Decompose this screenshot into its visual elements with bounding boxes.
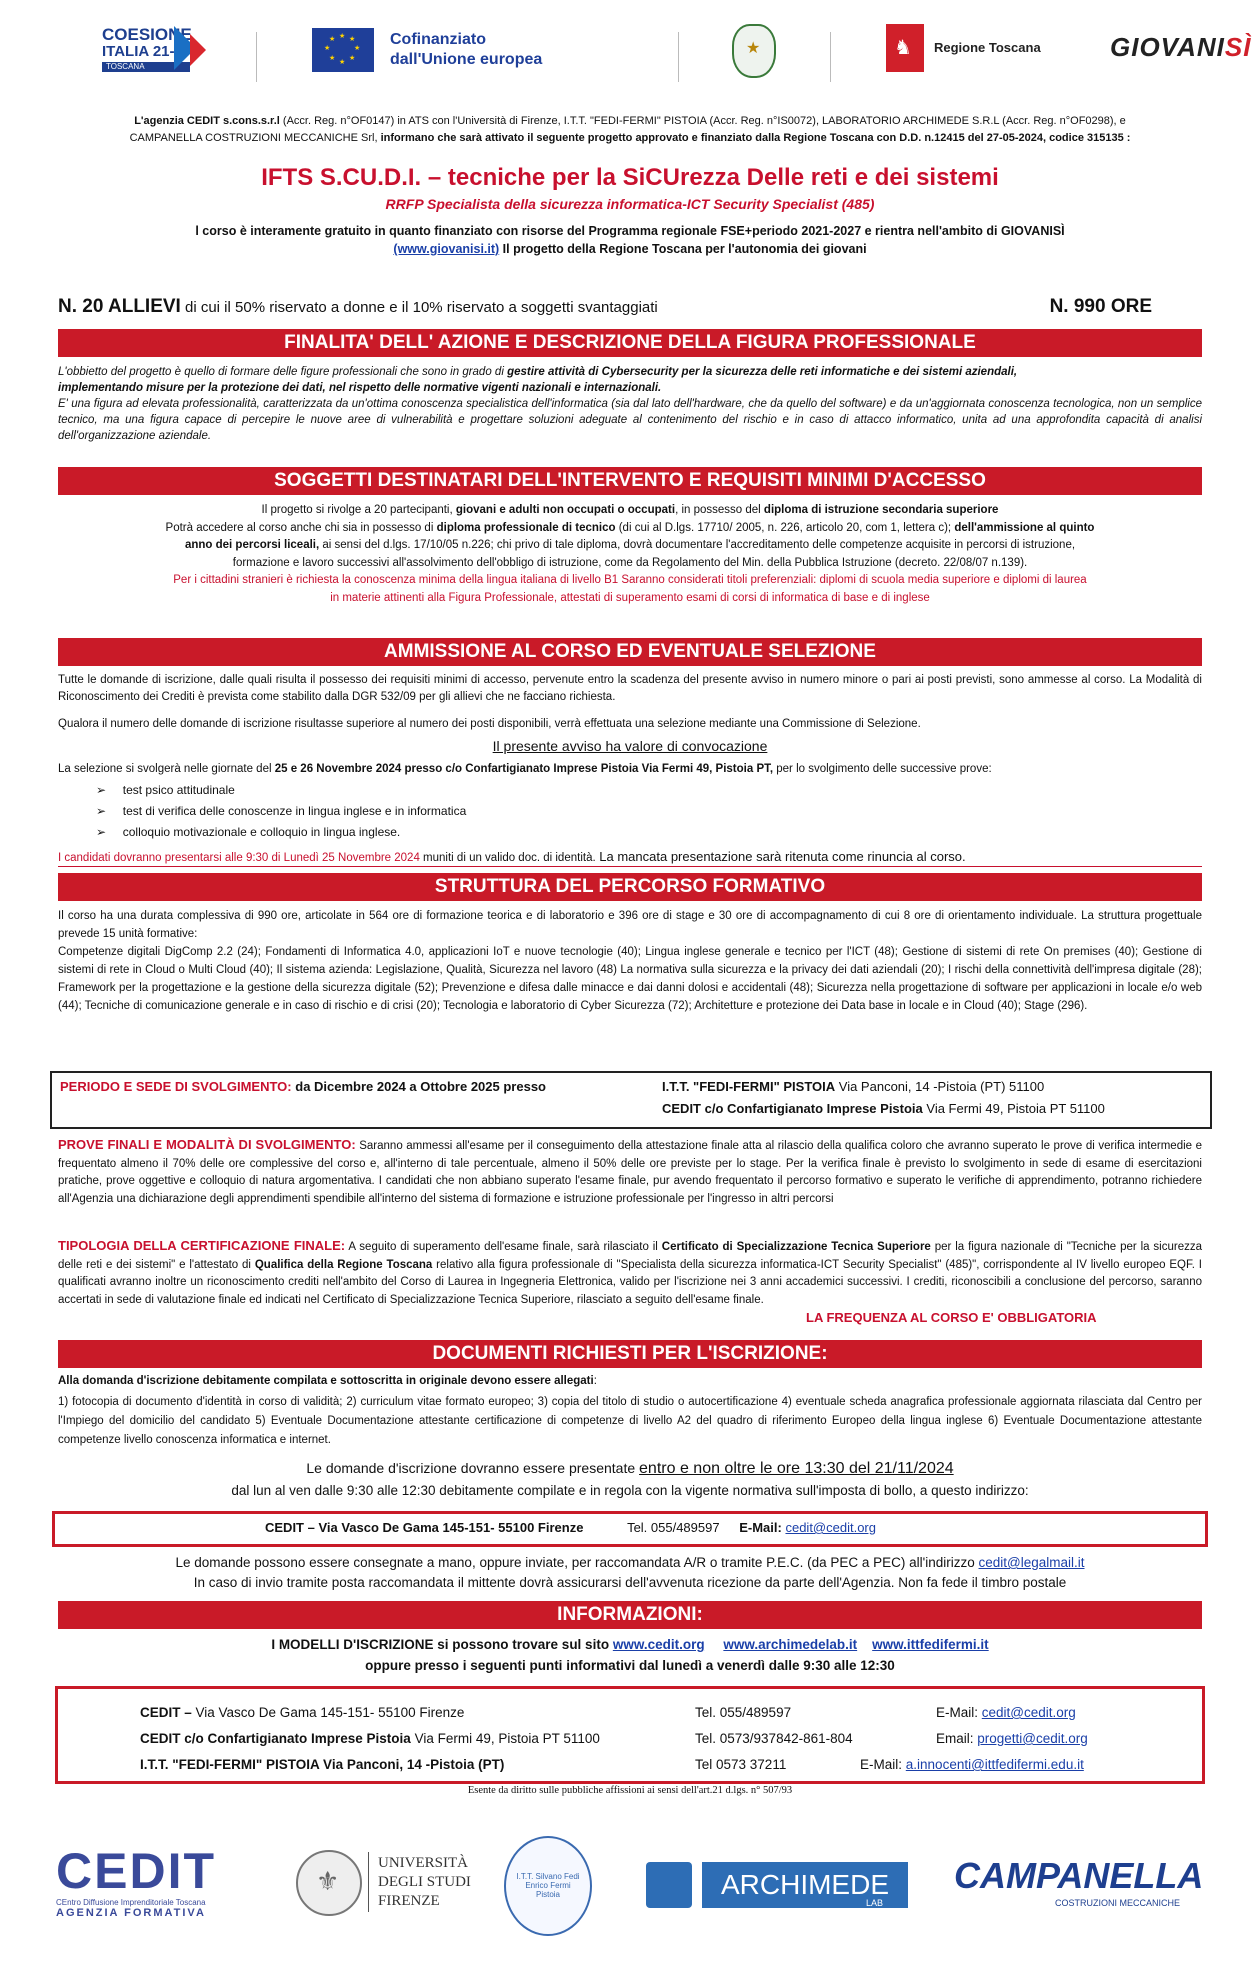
allievi-text: di cui il 50% riservato a donne e il 10% riservato a soggetti svantaggiati xyxy=(180,299,658,316)
giovanisi-link[interactable]: (www.giovanisi.it) xyxy=(393,242,500,256)
section-documenti-heading: DOCUMENTI RICHIESTI PER L'ISCRIZIONE: xyxy=(58,1340,1202,1368)
soggetti-l1c: , in possesso del xyxy=(675,504,764,516)
cand-red: I candidati dovranno presentarsi alle 9:30 di Lunedì 25 Novembre 2024 xyxy=(58,852,420,864)
archimede-lab: LAB xyxy=(866,1898,884,1908)
finalita-p1a: L'obbietto del progetto è quello di formare delle figure professionali che sono in grado di xyxy=(58,366,508,378)
campanella-sub: COSTRUZIONI MECCANICHE xyxy=(1054,1898,1180,1908)
contatto-row xyxy=(140,1700,1190,1726)
giovani-text: GIOVANI xyxy=(1110,32,1225,62)
coesione-sub: ITALIA 21-27 xyxy=(102,43,192,60)
arrow-bullet-icon: ➢ xyxy=(96,783,107,797)
prova-item xyxy=(96,804,466,818)
course-free-note xyxy=(58,222,1202,258)
cert-t1b: Certificato di Specializzazione Tecnica Superiore xyxy=(661,1241,931,1253)
prove-finali-label: PROVE FINALI E MODALITÀ DI SVOLGIMENTO: xyxy=(58,1137,356,1152)
italian-republic-emblem-icon: ★ xyxy=(732,24,776,78)
ammissione-p1: Tutte le domande di iscrizione, dalle quali risulta il possesso dei requisiti minimi di accesso, pervenute entro la scadenza del presente avviso in numero minore o pari ai posti previsti, sono ammesse al corso. La Modalità di Riconoscimento dei Crediti è prevista come stabilito dalla DGR 532/09 per gli allievi che ne facciano richiesta. xyxy=(58,674,1202,703)
soggetti-l1a: Il progetto si rivolge a 20 partecipanti, xyxy=(261,504,456,516)
free-line1: l corso è interamente gratuito in quanto finanziato con risorse del Programma regionale FSE+periodo 2021-2027 e rientra nell'ambito di GIOVANISÌ xyxy=(195,224,1065,238)
agenzia-text: (Accr. Reg. n°OF0147) in ATS con l'Università di Firenze, I.T.T. "FEDI-FERMI" PISTOIA (Accr. Reg. n°IS0072), LABORATORIO ARCHIMEDE S.R.L (Accr. Reg. n°OF0298), e xyxy=(279,115,1126,127)
free-line2: Il progetto della Regione Toscana per l'autonomia dei giovani xyxy=(499,242,867,256)
link-archimedelab[interactable]: www.archimedelab.it xyxy=(723,1637,858,1652)
finalita-text xyxy=(58,364,1202,444)
section-struttura-heading: STRUTTURA DEL PERCORSO FORMATIVO xyxy=(58,873,1202,901)
email-cedit-link[interactable]: cedit@cedit.org xyxy=(785,1520,876,1535)
coesione-title: COESIONE xyxy=(102,25,192,44)
sede1-name: I.T.T. "FEDI-FERMI" PISTOIA xyxy=(662,1079,836,1094)
link-ittfedifermi[interactable]: www.ittfedifermi.it xyxy=(872,1637,989,1652)
cert-t3: relativo alla figura professionale di "Specialista della sicurezza informatica-ICT Security Specialist" (485)", corrispondente al IV livello europeo EQF. I qualificati avranno inoltre un riconoscimento crediti nell'ambito del Corso di Laurea in Ingegneria Elettronica, valido per l'iscrizione nei 3 anni accademici successivi. I crediti, riconoscibili a conclusione del percorso, saranno accertati in sede di valutazione finale ed indicati nel Certificato di Specializzazione Tecnica Superiore, rilasciato a seguito dell'esame finale. xyxy=(58,1258,1202,1306)
finalita-p1c: implementando misure per la protezione dei dati, nel rispetto delle normative vigenti nazionali e internazionali. xyxy=(58,382,662,394)
soggetti-red1: Per i cittadini stranieri è richiesta la conoscenza minima della lingua italiana di livello B1 Saranno considerati titoli preferenziali: diplomi di scuola media superiore e diplomi di laurea xyxy=(173,574,1087,586)
campanella-logo xyxy=(954,1854,1210,1908)
dom1a: Le domande d'iscrizione dovranno essere presentate xyxy=(306,1460,640,1476)
regione-toscana-logo-icon: ♞ xyxy=(886,24,924,72)
contatto-email-label: Email: xyxy=(936,1731,974,1746)
unifi-line2: DEGLI STUDI xyxy=(378,1874,471,1890)
documenti-intro-text: Alla domanda d'iscrizione debitamente compilata e sottoscritta in originale devono essere allegati xyxy=(58,1375,594,1387)
prove-finali-text xyxy=(58,1136,1202,1208)
email-label: E-Mail: xyxy=(739,1520,782,1535)
allievi-num: N. 20 ALLIEVI xyxy=(58,296,181,317)
contatto-addr: Via Vasco De Gama 145-151- 55100 Firenze xyxy=(191,1705,465,1720)
itt-fedi-fermi-logo xyxy=(504,1836,592,1936)
campanella-name: CAMPANELLA xyxy=(954,1855,1204,1896)
esente-note: Esente da diritto sulle pubbliche affissioni ai sensi dell'art.21 d.lgs. n° 507/93 xyxy=(467,1785,793,1796)
agenzia-name: L'agenzia CEDIT s.cons.s.r.l xyxy=(134,115,280,127)
cedit-logo xyxy=(56,1844,286,1924)
cert-t1: A seguito di superamento dell'esame finale, sarà rilasciato il xyxy=(345,1241,662,1253)
selezione-line xyxy=(58,761,1202,777)
periodo-label: PERIODO E SEDE DI SVOLGIMENTO: xyxy=(60,1079,292,1094)
section-finalita-heading: FINALITA' DELL' AZIONE E DESCRIZIONE DELLA FIGURA PROFESSIONALE xyxy=(58,329,1202,357)
cedit-logo-sub1: CEntro Diffusione Imprenditoriale Toscana xyxy=(56,1898,206,1907)
domande-line1 xyxy=(58,1460,1202,1478)
cedit-logo-name: CEDIT xyxy=(56,1843,216,1899)
cons1: Le domande possono essere consegnate a mano, oppure inviate, per raccomandata A/R o tramite P.E.C. (da PEC a PEC) all'indirizzo xyxy=(175,1555,979,1570)
contatto-row xyxy=(140,1726,1190,1752)
itt-label: I.T.T. Silvano Fedi Enrico Fermi Pistoia xyxy=(516,1872,580,1899)
sede2-addr: Via Fermi 49, Pistoia PT 51100 xyxy=(922,1101,1105,1116)
soggetti-text xyxy=(58,502,1202,607)
unifi-line3: FIRENZE xyxy=(378,1893,440,1909)
header-logos xyxy=(50,18,1252,98)
prova-label: test di verifica delle conoscenze in lingua inglese e in informatica xyxy=(122,804,467,818)
periodo-dates: da Dicembre 2024 a Ottobre 2025 presso xyxy=(291,1079,546,1094)
giovani-si-text: SÌ xyxy=(1224,32,1252,62)
sel-a: La selezione si svolgerà nelle giornate del xyxy=(58,763,275,775)
divider xyxy=(368,1852,369,1912)
contatti-list xyxy=(140,1700,1190,1778)
avviso-convocazione: Il presente avviso ha valore di convocazione xyxy=(492,738,768,754)
cons2: In caso di invio tramite posta raccomandata il mittente dovrà assicurarsi dell'avvenuta ricezione da parte dell'Agenzia. Non fa fede il timbro postale xyxy=(193,1575,1067,1590)
contatto-email-link[interactable]: progetti@cedit.org xyxy=(977,1731,1088,1746)
course-rrfp: RRFP Specialista della sicurezza informatica-ICT Security Specialist (485) xyxy=(385,196,875,212)
contatto-name: I.T.T. "FEDI-FERMI" PISTOIA Via Panconi, 14 -Pistoia (PT) xyxy=(140,1757,505,1772)
consegna-text xyxy=(58,1553,1202,1593)
cert-t2: per la figura nazionale di "Tecniche per la sicurezza delle reti e dei sistemi" e l'attestato di xyxy=(58,1241,1203,1271)
section-soggetti-heading: SOGGETTI DESTINATARI DELL'INTERVENTO E REQUISITI MINIMI D'ACCESSO xyxy=(58,467,1202,495)
cert-t2b: Qualifica della Regione Toscana xyxy=(254,1258,433,1271)
indirizzo-cedit: CEDIT – Via Vasco De Gama 145-151- 55100 Firenze xyxy=(265,1520,584,1535)
sede1-addr: Via Panconi, 14 -Pistoia (PT) 51100 xyxy=(835,1079,1045,1094)
pec-link[interactable]: cedit@legalmail.it xyxy=(978,1555,1085,1570)
contatto-name: CEDIT – xyxy=(140,1705,192,1720)
contatto-email-label: E-Mail: xyxy=(936,1705,979,1720)
sel-b: 25 e 26 Novembre 2024 presso c/o Confartigianato Imprese Pistoia Via Fermi 49, Pistoia PT, xyxy=(274,763,774,775)
contatto-addr: Via Fermi 49, Pistoia PT 51100 xyxy=(410,1731,600,1746)
giovanisi-logo xyxy=(1110,32,1251,63)
modelli-line xyxy=(58,1637,1202,1652)
divider xyxy=(256,32,257,82)
cand-end: La mancata presentazione sarà ritenuta come rinuncia al corso. xyxy=(595,849,966,864)
finalita-p2: E' una figura ad elevata professionalità, caratterizzata da un'ottima conoscenza specialistica dell'informatica (sia dal lato dell'hardware, che da quello del software) e da un'aggiornata conoscenza tecnologica, non un semplice tecnico, ma una figura capace di percepire le nuove aree di vulnerabilità e progettare soluzioni adeguate al contenimento del rischio e in caso di attacco informatico, unita ad una approfondita capacità di analisi dell'organizzazione aziendale. xyxy=(58,398,1202,442)
contatto-email-link[interactable]: a.innocenti@ittfedifermi.edu.it xyxy=(905,1757,1084,1772)
soggetti-l3a: anno dei percorsi liceali, xyxy=(184,539,320,551)
unifi-seal-icon: ⚜ xyxy=(296,1850,362,1916)
periodo-line1 xyxy=(60,1079,1200,1095)
soggetti-l2a: Potrà accedere al corso anche chi sia in possesso di xyxy=(165,521,437,534)
contatto-email-label: E-Mail: xyxy=(860,1757,903,1772)
contatto-tel: Tel. 055/489597 xyxy=(695,1705,792,1720)
soggetti-l1b: giovani e adulti non occupati o occupati xyxy=(455,504,676,516)
archimede-logo xyxy=(646,1860,926,1912)
arrow-bullet-icon: ➢ xyxy=(96,804,107,818)
unifi-logo xyxy=(378,1854,471,1911)
archimede-name: ARCHIMEDE xyxy=(702,1862,908,1908)
contatto-email-link[interactable]: cedit@cedit.org xyxy=(981,1705,1076,1720)
eu-line2: dall'Unione europea xyxy=(390,51,543,68)
documenti-intro-end: : xyxy=(593,1375,597,1387)
agenzia-line2-bold: informano che sarà attivato il seguente progetto approvato e finanziato dalla Regione Toscana con D.D. n.12415 del 27-05-2024, codice 315135 : xyxy=(380,132,1131,144)
cedit-logo-sub2: AGENZIA FORMATIVA xyxy=(56,1907,206,1919)
contatto-row xyxy=(140,1752,1190,1778)
regione-toscana-label: Regione Toscana xyxy=(934,40,1041,55)
partner-logos xyxy=(46,1830,1216,1950)
unifi-line1: UNIVERSITÀ xyxy=(378,1855,468,1871)
divider xyxy=(830,32,831,82)
section-ammissione-heading: AMMISSIONE AL CORSO ED EVENTUALE SELEZIONE xyxy=(58,638,1202,666)
modelli-text: I MODELLI D'ISCRIZIONE si possono trovare sul sito xyxy=(271,1637,613,1652)
soggetti-l3b: ai sensi del d.lgs. 17/10/05 n.226; chi privo di tale diploma, dovrà documentare l'accreditamento delle competenze acquisite in percorsi di istruzione, xyxy=(319,539,1076,551)
coesione-arrow-red-icon xyxy=(190,34,206,66)
periodo-line2 xyxy=(662,1101,1105,1117)
domande-line2: dal lun al ven dalle 9:30 alle 12:30 debitamente compilate e in regola con la vigente normativa sull'imposta di bollo, a questo indirizzo: xyxy=(231,1483,1029,1498)
arrow-bullet-icon: ➢ xyxy=(96,825,107,839)
frequenza-obbligatoria: LA FREQUENZA AL CORSO E' OBBLIGATORIA xyxy=(806,1310,1097,1325)
link-cedit[interactable]: www.cedit.org xyxy=(612,1637,705,1652)
contatto-tel: Tel 0573 37211 xyxy=(695,1757,787,1772)
allievi-line xyxy=(58,296,1202,318)
struttura-p2: Competenze digitali DigComp 2.2 (24); Fondamenti di Informatica 4.0, applicazioni IoT e nuove tecnologie (40); Lingua inglese generale e tecnico per l'ICT (48); Gestione di sistemi di rete On premises (40); Gestione di sistemi di rete in Cloud o Multi Cloud (40); Il sistema azienda: Legislazione, Qualità, Sicurezza nel lavoro (48) La normativa sulla sicurezza e la privacy dei dati aziendali (20); I rischi della connettività dell'impresa digitale (28); Framework per la progettazione e la gestione della sicurezza digitale (52); Prevenzione e difesa dalle minacce e dai danni dolosi e accidentali (48); Sicurezza nella progettazione di software per applicazioni in locale e/o web (44); Tecniche di comunicazione generale e in caso di rischio e di crisi (20); Tecnologia e laboratorio di Cyber Sicurezza (72); Architetture e protezione dei Data base in locale e in Cloud (40); Stage (296). xyxy=(58,946,1202,1012)
soggetti-red2: in materie attinenti alla Figura Professionale, attestati di superamento esami di corsi di informatica di base e di inglese xyxy=(330,591,930,604)
documenti-intro xyxy=(58,1373,1202,1389)
indirizzo-line xyxy=(265,1520,876,1535)
finalita-p1b: gestire attività di Cybersecurity per la sicurezza delle reti informatiche e dei sistemi aziendali, xyxy=(507,366,1018,378)
section-informazioni-heading: INFORMAZIONI: xyxy=(58,1601,1202,1629)
course-title: IFTS S.CU.D.I. – tecniche per la SiCUrezza Delle reti e dei sistemi xyxy=(261,164,999,191)
contatto-name: CEDIT c/o Confartigianato Imprese Pistoia xyxy=(140,1731,411,1746)
deadline: entro e non oltre le ore 13:30 del 21/11/2024 xyxy=(639,1460,954,1477)
agenzia-line2: CAMPANELLA COSTRUZIONI MECCANICHE Srl, xyxy=(129,132,381,144)
soggetti-l1d: diploma di istruzione secondaria superiore xyxy=(763,504,999,516)
prova-item xyxy=(96,783,235,797)
soggetti-l2d: dell'ammissione al quinto xyxy=(954,521,1095,534)
soggetti-l2c: (di cui al D.lgs. 17710/ 2005, n. 226, articolo 20, com 1, lettera c); xyxy=(615,521,955,534)
candidati-line xyxy=(58,849,1202,867)
prova-label: colloquio motivazionale e colloquio in lingua inglese. xyxy=(122,825,401,839)
sede2-name: CEDIT c/o Confartigianato Imprese Pistoia xyxy=(662,1101,923,1116)
prove-finali-body: Saranno ammessi all'esame per il conseguimento della attestazione finale atta al rilascio della qualifica coloro che avranno superato le prove di verifica intermedie e frequentato almeno il 70% delle ore complessive del corso e, all'interno di tale percentuale, almeno il 50% delle ore previste per lo stage. Per la verifica finale è previsto lo svolgimento in sede di esame di esercitazioni pratiche, prove oggettive e colloquio di natura argomentativa. I candidati che non abbiano superato l'esame finale, pur avendo frequentato il percorso formativo e superato le verifiche di apprendimento, potranno richiedere all'Agenzia una dichiarazione degli apprendimenti spendibile all'interno del sistema di formazione e istruzione professionale per l'ingresso in altri percorsi xyxy=(58,1140,1202,1205)
eu-cofinanziato-text xyxy=(390,30,542,70)
soggetti-l2b: diploma professionale di tecnico xyxy=(436,521,616,534)
intro-agenzia xyxy=(58,113,1202,147)
prova-item xyxy=(96,825,400,839)
sel-c: per lo svolgimento delle successive prove: xyxy=(773,763,992,775)
struttura-p1: Il corso ha una durata complessiva di 990 ore, articolate in 564 ore di formazione teorica e di laboratorio e 396 ore di stage e 30 ore di accompagnamento di cui 8 ore di orientamento individuale. La struttura progettuale prevede 15 unità formative: xyxy=(58,910,1202,940)
soggetti-l4: formazione e lavoro successivi all'assolvimento dell'obbligo di istruzione, come da Regolamento del Min. della Pubblica Istruzione (decreto. 22/08/07 n.139). xyxy=(232,556,1028,569)
eu-flag-icon: ★ ★ ★ ★ ★ ★ ★ ★ xyxy=(312,28,374,72)
punti-informativi: oppure presso i seguenti punti informativi dal lunedì a venerdì dalle 9:30 alle 12:30 xyxy=(365,1658,895,1673)
ammissione-p2: Qualora il numero delle domande di iscrizione risultasse superiore al numero dei posti disponibili, verrà effettuata una selezione mediante una Commissione di Selezione. xyxy=(58,718,921,730)
indirizzo-tel: Tel. 055/489597 xyxy=(627,1520,720,1535)
certificazione-label: TIPOLOGIA DELLA CERTIFICAZIONE FINALE: xyxy=(58,1238,346,1253)
contatto-tel: Tel. 0573/937842-861-804 xyxy=(695,1731,853,1746)
prova-label: test psico attitudinale xyxy=(122,783,235,797)
divider xyxy=(678,32,679,82)
certificazione-text xyxy=(58,1237,1202,1309)
coesione-region: TOSCANA xyxy=(102,62,190,72)
archimede-mark-icon xyxy=(646,1862,692,1908)
documenti-list: 1) fotocopia di documento d'identità in corso di validità; 2) curriculum vitae formato europeo; 3) copia del titolo di studio o autocertificazione 4) eventuale scheda anagrafica professionale aggiornata rilasciata dal Centro per l'Impiego del domicilio del candidato 5) Eventuale Documentazione attestante certificazione di competenze di livello A2 del quadro di riferimento Europeo della lingua inglese 6) Eventuale Documentazione attestante competenze livello conoscenza informatica e internet. xyxy=(58,1396,1202,1446)
cand-mid: muniti di un valido doc. di identità. xyxy=(419,852,596,864)
eu-line1: Cofinanziato xyxy=(390,31,486,48)
ore-total: N. 990 ORE xyxy=(1049,296,1152,317)
